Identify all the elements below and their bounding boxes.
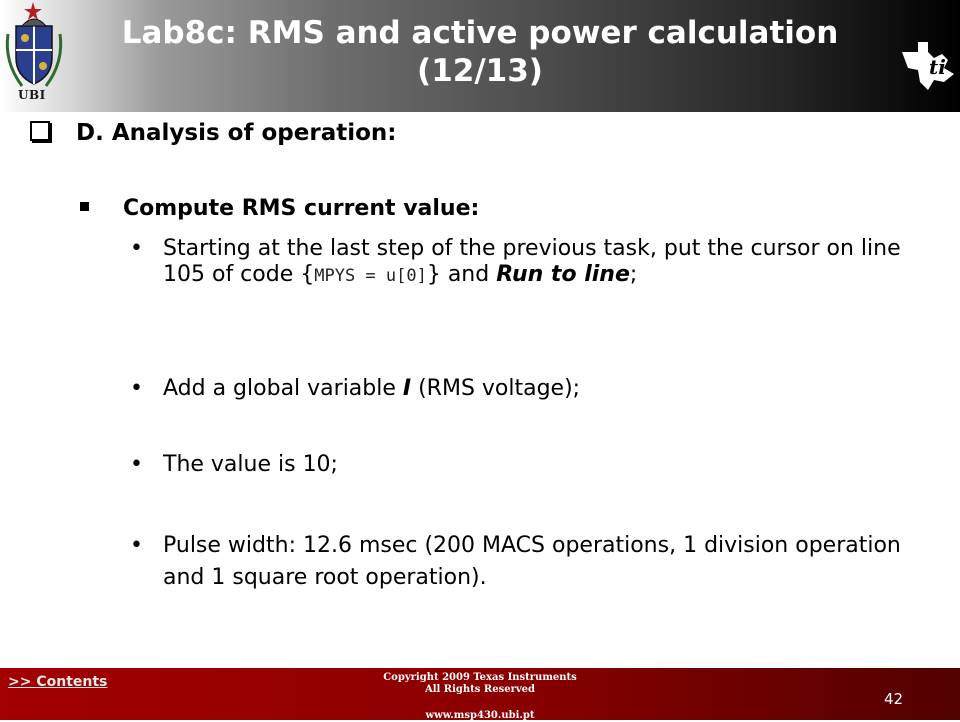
slide-footer bbox=[0, 668, 960, 720]
b1-text-b: } and bbox=[426, 262, 497, 287]
list-item-text bbox=[163, 376, 913, 401]
texas-instruments-logo-icon bbox=[898, 38, 958, 94]
bullet-dot-icon: • bbox=[130, 376, 143, 401]
b1-text-a: Starting at the last step of the previous task, put the cursor on line 105 of code { bbox=[163, 236, 901, 287]
bullet-dot-icon: • bbox=[130, 452, 143, 477]
b2-bold: I bbox=[402, 376, 412, 401]
list-item-text: Pulse width: 12.6 msec (200 MACS operations, 1 division operation and 1 square root operation). bbox=[163, 533, 901, 590]
b2-text-a: Add a global variable bbox=[163, 376, 403, 401]
website-url: www.msp430.ubi.pt bbox=[425, 710, 535, 721]
title-line-1: Lab8c: RMS and active power calculation bbox=[121, 15, 839, 51]
ubi-label: UBI bbox=[18, 88, 46, 102]
section-heading bbox=[30, 120, 396, 146]
list-item-text: The value is 10; bbox=[163, 452, 338, 477]
b2-text-b: (RMS voltage); bbox=[411, 376, 581, 401]
b1-bold: Run to line bbox=[496, 262, 630, 287]
slide-header bbox=[0, 0, 960, 112]
checkbox-bullet-icon bbox=[30, 121, 50, 141]
slide-body bbox=[0, 112, 960, 668]
title-line-2: (12/13) bbox=[417, 53, 543, 89]
bullet-dot-icon: • bbox=[130, 533, 143, 558]
section-heading-text: D. Analysis of operation: bbox=[76, 120, 397, 146]
bullet-dot-icon: • bbox=[130, 236, 143, 261]
copyright-block bbox=[340, 672, 620, 722]
b1-text-c: ; bbox=[629, 262, 638, 287]
page-number: 42 bbox=[884, 690, 904, 708]
copyright-line-2: All Rights Reserved bbox=[424, 684, 536, 695]
square-bullet-icon bbox=[80, 202, 89, 211]
svg-text:ti: ti bbox=[929, 55, 946, 79]
contents-link[interactable]: >> Contents bbox=[8, 674, 108, 690]
copyright-line-1: Copyright 2009 Texas Instruments bbox=[383, 672, 577, 683]
b1-code: MPYS = u[0] bbox=[314, 266, 427, 286]
list-item-text bbox=[163, 236, 913, 289]
subsection-heading bbox=[80, 196, 479, 221]
subsection-heading-text: Compute RMS current value: bbox=[123, 196, 480, 221]
page-title bbox=[100, 14, 860, 90]
